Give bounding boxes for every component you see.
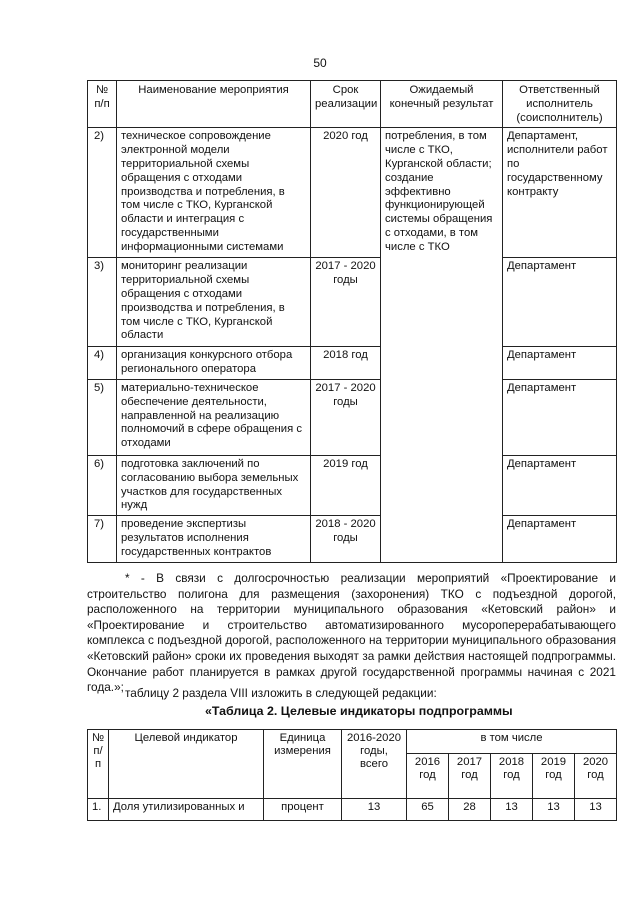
row-responsible: Департамент, исполнители работ по государственному контракту [503,128,617,258]
instruction-paragraph: таблицу 2 раздела VIII изложить в следующей редакции: [125,686,437,700]
row-name: мониторинг реализации территориальной схемы обращения с отходами производства и потребления, в том числе с ТКО, Курганской области [117,258,311,347]
row-num: 7) [88,516,117,562]
row-responsible: Департамент [503,347,617,380]
row-term: 2018 - 2020 годы [311,516,381,562]
table-row [88,258,617,347]
row-indicator: Доля утилизированных и [109,799,264,821]
row-value: 13 [533,799,575,821]
row-name: техническое сопровождение электронной модели территориальной схемы обращения с отходами производства и потребления, в том числе с ТКО, Курганской области и интеграция с государственными информационными системами [117,128,311,258]
page-number: 50 [313,56,327,70]
row-name: подготовка заключений по согласованию выбора земельных участков для государственных нужд [117,455,311,515]
row-responsible: Департамент [503,258,617,347]
header-responsible: Ответственный исполнитель (соисполнитель) [503,81,617,128]
table-row [88,379,617,455]
row-num: 3) [88,258,117,347]
row-result: потребления, в том числе с ТКО, Курганской области; создание эффективно функционирующей системы обращения с отходами, в том числе с ТКО [381,128,503,562]
table-row [88,128,617,258]
row-num: 5) [88,379,117,455]
header-name: Наименование мероприятия [117,81,311,128]
indicators-table [87,729,617,821]
header-including: в том числе [407,730,617,754]
row-term: 2018 год [311,347,381,380]
row-value: 13 [575,799,617,821]
measures-table [87,80,617,563]
row-value: 13 [491,799,533,821]
footnote-paragraph: * - В связи с долгосрочностью реализации мероприятий «Проектирование и строительство полигона для размещения (захоронения) ТКО с подъездной дорогой, расположенного на территории муниципального образования «Кетовский район» и «Проектирование и строительство автоматизированного мусороперерабатывающего комплекса с подъездной дорогой, расположенного на территории муниципального образования «Кетовский район» сроки их проведения выходят за рамки действия настоящей подпрограммы. Окончание работ планируется в рамках другой государственной программы начиная с 2021 года.»; [87,571,616,695]
row-responsible: Департамент [503,379,617,455]
row-responsible: Департамент [503,455,617,515]
header-result: Ожидаемый конечный результат [381,81,503,128]
row-term: 2017 - 2020 годы [311,379,381,455]
header-term: Срок реализации [311,81,381,128]
row-num: 2) [88,128,117,258]
header-indicator: Целевой индикатор [109,730,264,799]
row-unit: процент [264,799,342,821]
row-name: проведение экспертизы результатов исполнения государственных контрактов [117,516,311,562]
row-responsible: Департамент [503,516,617,562]
header-total: 2016-2020 годы, всего [342,730,407,799]
row-term: 2017 - 2020 годы [311,258,381,347]
header-year: 2020 год [575,754,617,799]
table-header-row [88,81,617,128]
header-year: 2016 год [407,754,449,799]
row-total: 13 [342,799,407,821]
row-value: 28 [449,799,491,821]
row-num: 4) [88,347,117,380]
row-name: организация конкурсного отбора регионального оператора [117,347,311,380]
table-row [88,516,617,562]
row-num: 1. [88,799,109,821]
row-name: материально-техническое обеспечение деятельности, направленной на реализацию полномочий в сфере обращения с отходами [117,379,311,455]
header-year: 2017 год [449,754,491,799]
row-term: 2019 год [311,455,381,515]
row-term: 2020 год [311,128,381,258]
header-num: № п/п [88,81,117,128]
row-num: 6) [88,455,117,515]
table-row [88,799,617,821]
table-row [88,347,617,380]
row-value: 65 [407,799,449,821]
table2-title: «Таблица 2. Целевые индикаторы подпрограммы [205,704,513,718]
header-num: № п/п [88,730,109,799]
header-unit: Единица измерения [264,730,342,799]
table-row [88,455,617,515]
header-year: 2019 год [533,754,575,799]
table-header-row [88,730,617,754]
header-year: 2018 год [491,754,533,799]
